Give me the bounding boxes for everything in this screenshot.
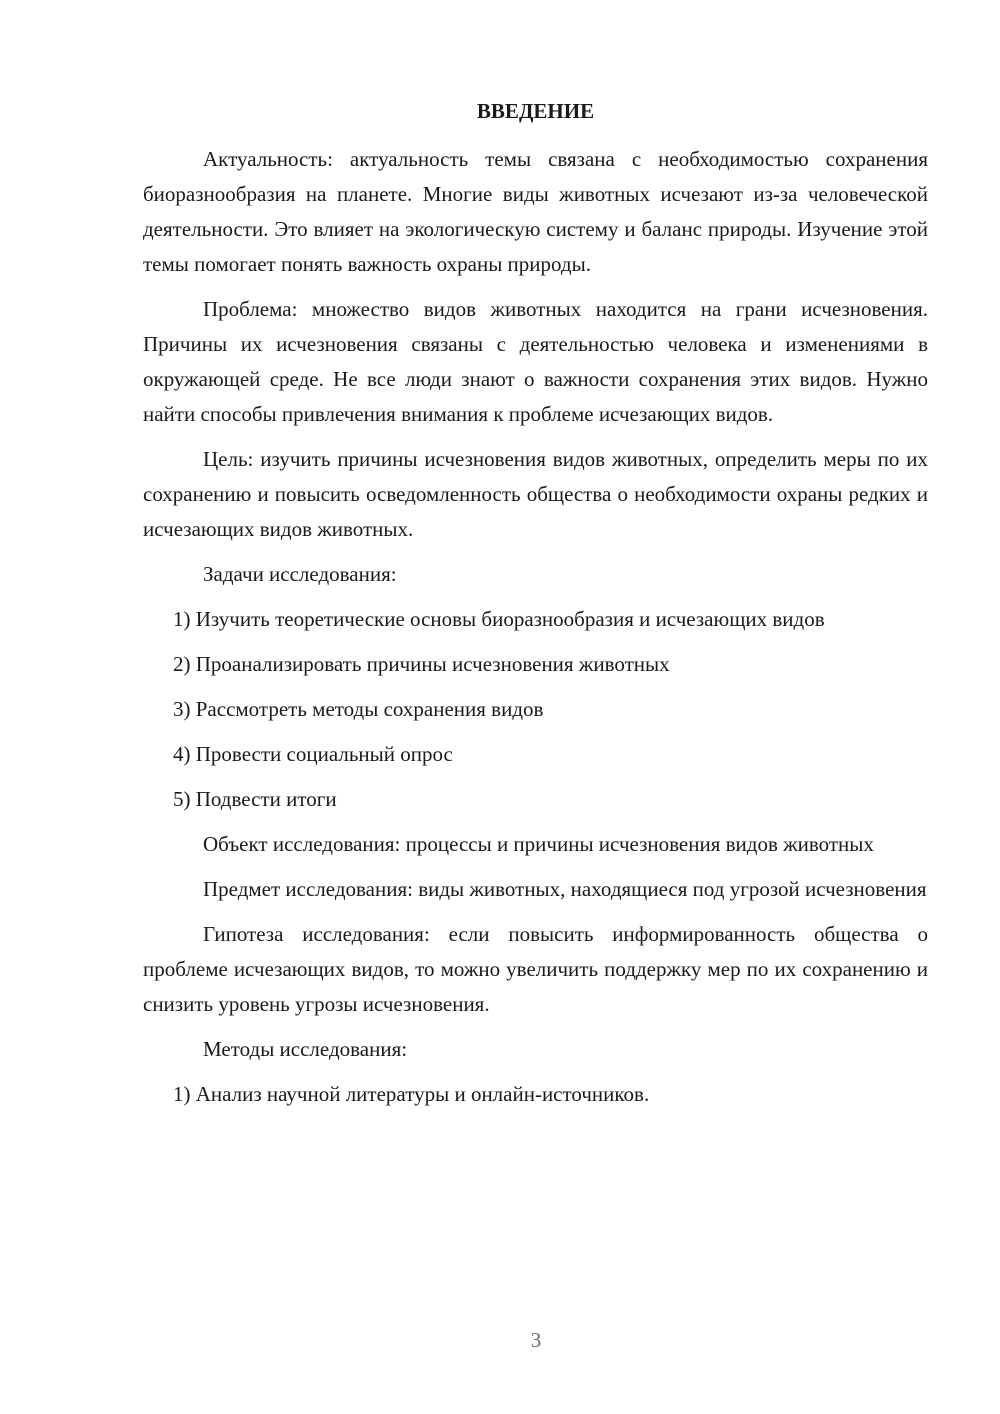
task-item-2: 2) Проанализировать причины исчезновения животных [173,652,670,676]
methods-heading: Методы исследования: [203,1037,408,1061]
object-paragraph: Объект исследования: процессы и причины исчезновения видов животных [203,832,874,856]
document-page [143,96,928,1122]
method-item-1: 1) Анализ научной литературы и онлайн-источников. [173,1082,650,1106]
hypothesis-paragraph: Гипотеза исследования: если повысить информированность общества о проблеме исчезающих видов, то можно увеличить поддержку мер по их сохранению и снизить уровень угрозы исчезновения. [143,922,928,1016]
page-number: 3 [530,1328,542,1352]
task-item-3: 3) Рассмотреть методы сохранения видов [173,697,544,721]
actuality-paragraph: Актуальность: актуальность темы связана с необходимостью сохранения биоразнообразия на планете. Многие виды животных исчезают из-за человеческой деятельности. Это влияет на экологическую систему и баланс природы. Изучение этой темы помогает понять важность охраны природы. [143,147,928,276]
problem-paragraph: Проблема: множество видов животных находится на грани исчезновения. Причины их исчезновения связаны с деятельностью человека и изменениями в окружающей среде. Не все люди знают о важности сохранения этих видов. Нужно найти способы привлечения внимания к проблеме исчезающих видов. [143,297,928,426]
task-item-4: 4) Провести социальный опрос [173,742,453,766]
subject-paragraph: Предмет исследования: виды животных, находящиеся под угрозой исчезновения [203,877,927,901]
task-item-1: 1) Изучить теоретические основы биоразнообразия и исчезающих видов [173,607,825,631]
task-item-5: 5) Подвести итоги [173,787,337,811]
tasks-heading: Задачи исследования: [203,562,397,586]
section-title: ВВЕДЕНИЕ [476,99,595,123]
goal-paragraph: Цель: изучить причины исчезновения видов животных, определить меры по их сохранению и повысить осведомленность общества о необходимости охраны редких и исчезающих видов животных. [143,447,928,541]
